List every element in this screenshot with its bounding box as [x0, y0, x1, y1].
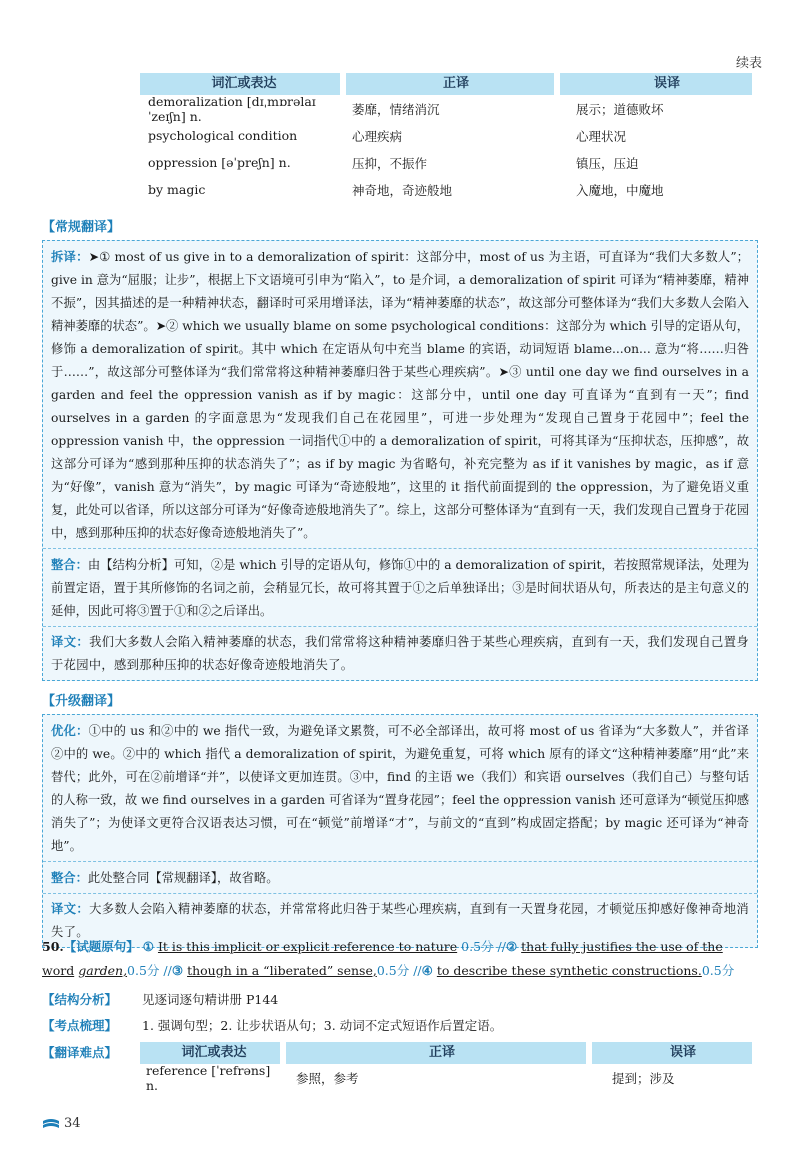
upgraded-translation-label: 【升级翻译】 — [42, 694, 121, 709]
separator: // — [497, 939, 506, 954]
analysis-paragraph — [43, 241, 757, 548]
translation-tag: 译文： — [51, 902, 90, 916]
table-header — [140, 1042, 752, 1064]
table-cell: 萎靡，情绪消沉 — [352, 101, 440, 117]
points-text: 1. 强调句型；2. 让步状语从句；3. 动词不定式短语作后置定语。 — [142, 1018, 503, 1033]
table-header — [140, 73, 752, 95]
integration-tag: 整合： — [51, 557, 88, 572]
part-marker: ① — [142, 939, 154, 954]
table-cell: 提到；涉及 — [612, 1070, 675, 1086]
table-cell: 压抑，不振作 — [352, 155, 428, 171]
vocab-table — [140, 73, 752, 203]
score-badge: 0.5分 — [376, 963, 410, 978]
part-marker: ② — [505, 939, 518, 954]
translation-tag: 译文： — [51, 635, 90, 649]
sentence-part: to describe these synthetic constructions. — [436, 963, 702, 978]
sentence-part: that fully justifies the use of the word — [42, 939, 723, 978]
original-sentence-tag: 【试题原句】 — [63, 939, 139, 954]
table-row — [140, 176, 752, 203]
analysis-text: ➤① most of us give in to a demoralization of spirit：这部分中，most of us 为主语，可直译为“我们大多数人”；give in 意为“屈服；让步”，根据上下文语境可引申为“陷入”，to 是介词，a demoralization of spirit 可译为“精神萎靡，精神不振”，因其描述的是一种精神状态，翻译时可采用增译法，译为“精神萎靡的状态”，故这部分可整体译为“我们大多数人会陷入精神萎靡的状态”。➤② which we usually blame on some psychological conditions：这部分为 which 引导的定语从句，修饰 a demoralization of spirit。其中 which 在定语从句中充当 blame 的宾语，动词短语 blame...on... 意为“将……归咎于……”，故这部分可整体译为“我们常常将这种精神萎靡归咎于某些心理疾病”。➤③ until one day we find ourselves in a garden and feel the oppression vanish as if by magic：这部分中，until one day 可直译为“直到有一天”；find ourselves in a garden 的字面意思为“发现我们自己在花园里”，可进一步处理为“发现自己置身于花园中”；feel the oppression vanish 中，the oppression 一词指代①中的 a demoralization of spirit，可将其译为“压抑状态，压抑感”，故这部分可译为“感到那种压抑的状态消失了”；as if by magic 为省略句，补充完整为 as if it vanishes by magic，as if 意为“好像”，vanish 意为“消失”，by magic 可译为“奇迹般地”，这里的 it 指代前面提到的 the oppression，为了避免语义重复，此处可以省译，所以这部分可译为“好像奇迹般地消失了”。综上，这部分可整体译为“直到有一天，我们发现自己置身于花园中，感到那种压抑的状态好像奇迹般地消失了”。 — [51, 250, 749, 540]
regular-translation-label: 【常规翻译】 — [42, 220, 121, 235]
optimize-paragraph — [43, 715, 757, 861]
header-expression: 词汇或表达 — [140, 1042, 280, 1064]
regular-translation-box — [42, 240, 758, 681]
question-number: 50. — [42, 939, 64, 954]
table-cell: 镇压，压迫 — [576, 155, 639, 171]
table-row — [140, 95, 752, 122]
points-label: 【考点梳理】 — [42, 1018, 118, 1033]
analysis-tag: 拆译： — [51, 249, 89, 264]
part-marker: ③ — [171, 963, 184, 978]
sentence-part: garden, — [78, 963, 128, 978]
integration-tag: 整合： — [51, 870, 88, 885]
continued-label: 续表 — [735, 56, 762, 71]
translation-text: 我们大多数人会陷入精神萎靡的状态，我们常常将这种精神萎靡归咎于某些心理疾病，直到有一天，我们发现自己置身于花园中，感到那种压抑的状态好像奇迹般地消失了。 — [51, 635, 749, 672]
table-cell: 参照，参考 — [296, 1070, 359, 1086]
table-cell: 心理状况 — [576, 128, 627, 144]
page-number-text: 34 — [64, 1116, 81, 1131]
header-expression: 词汇或表达 — [140, 73, 340, 95]
part-marker: ④ — [421, 963, 433, 978]
header-correct: 正译 — [346, 73, 554, 95]
table-row — [140, 149, 752, 176]
page-number — [42, 1116, 81, 1131]
integration-paragraph — [43, 548, 757, 626]
separator: // — [413, 963, 422, 978]
table-cell: reference [ˈrefrəns] n. — [146, 1062, 271, 1093]
separator: // — [163, 963, 172, 978]
difficulty-label: 【翻译难点】 — [42, 1045, 118, 1060]
structure-text: 见逐词逐句精讲册 P144 — [142, 992, 279, 1007]
translation-paragraph — [43, 626, 757, 680]
table-cell: psychological condition — [148, 128, 298, 143]
book-icon — [42, 1118, 60, 1130]
integration-paragraph — [43, 861, 757, 893]
difficulty-line — [42, 1043, 142, 1061]
score-badge: 0.5分 — [127, 963, 160, 978]
score-badge: 0.5分 — [461, 939, 494, 954]
header-wrong: 误译 — [560, 73, 752, 95]
score-badge: 0.5分 — [701, 963, 735, 978]
integration-text: 由【结构分析】可知，②是 which 引导的定语从句，修饰①中的 a demoralization of spirit，若按照常规译法，处理为前置定语，置于其所修饰的名词之前，会稍显冗长，故可将其置于①之后单独译出；③是时间状语从句，所表达的是主句意义的延伸，因此可将③置于①和②之后译出。 — [51, 558, 749, 618]
table-row — [140, 122, 752, 149]
header-wrong: 误译 — [592, 1042, 752, 1064]
table-cell: oppression [əˈpreʃn] n. — [148, 155, 291, 170]
integration-text: 此处整合同【常规翻译】，故省略。 — [87, 871, 279, 885]
optimize-text: ①中的 us 和②中的 we 指代一致，为避免译文累赘，可不必全部译出，故可将 most of us 省译为“大多数人”，并省译②中的 we。②中的 which 指代 a demoralization of spirit，为避免重复，可将 which 原有的译文“这种精神萎靡”用“此”来替代；此外，可在②前增译“并”，以使译文更加连贯。③中，find 的主语 we（我们）和宾语 ourselves（我们自己）与整句话的人称一致，故 we find ourselves in a garden 可省译为“置身花园”；feel the oppression vanish 还可意译为“顿觉压抑感消失了”；为使译文更符合汉语表达习惯，可在“顿觉”前增译“才”，与前文的“直到”构成固定搭配；by magic 还可译为“神奇地”。 — [51, 724, 749, 853]
optimize-tag: 优化： — [51, 723, 89, 738]
question-50-sentence — [42, 935, 758, 983]
sentence-part: It is this implicit or explicit reference to nature — [157, 939, 458, 954]
sentence-part: though in a “liberated” sense, — [187, 963, 377, 978]
upgraded-translation-box — [42, 714, 758, 948]
vocab-table — [140, 1042, 752, 1091]
table-row — [140, 1064, 752, 1091]
table-cell: 入魔地，中魔地 — [576, 182, 664, 198]
translation-text: 大多数人会陷入精神萎靡的状态，并常常将此归咎于某些心理疾病，直到有一天置身花园，才顿觉压抑感好像神奇地消失了。 — [51, 902, 749, 939]
table-cell: 神奇地，奇迹般地 — [352, 182, 453, 198]
table-cell: demoralization [dɪˌmɒrəlaɪˈzeɪʃn] n. — [148, 93, 316, 124]
structure-analysis-line — [42, 990, 278, 1008]
table-cell: 展示；道德败坏 — [576, 101, 664, 117]
header-correct: 正译 — [286, 1042, 586, 1064]
test-points-line — [42, 1016, 502, 1034]
table-cell: 心理疾病 — [352, 128, 403, 144]
table-cell: by magic — [148, 182, 206, 197]
structure-label: 【结构分析】 — [42, 992, 118, 1007]
